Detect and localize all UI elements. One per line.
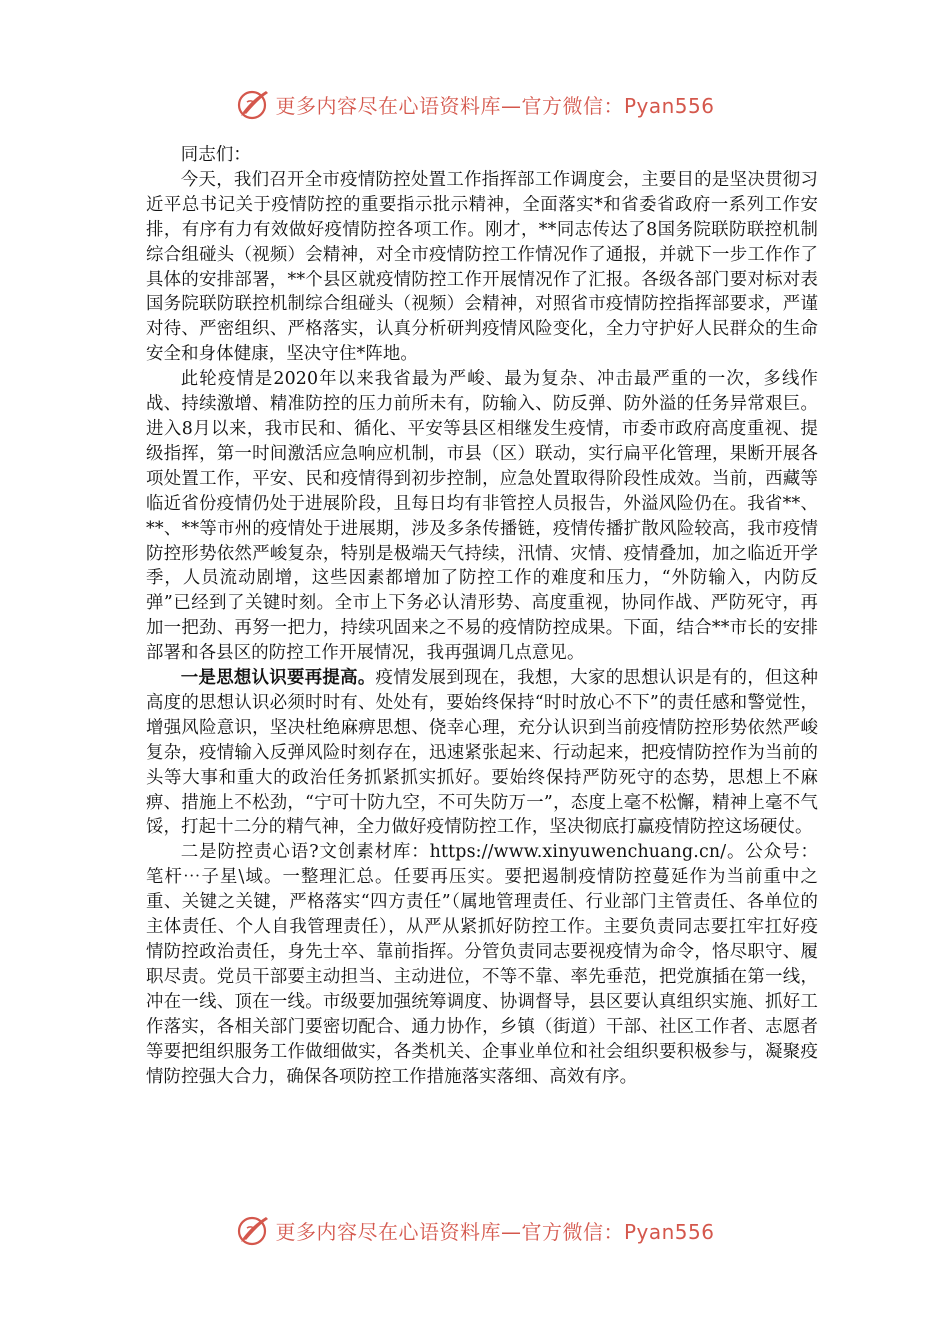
- footer-watermark-banner: [0, 1208, 950, 1252]
- paragraph-situation: [146, 367, 818, 666]
- watermark-text: 更多内容尽在心语资料库—官方微信：Pyan556: [275, 93, 715, 118]
- paragraph-text: 今天，我们召开全市疫情防控处置工作指挥部工作调度会，主要目的是坚决贯彻习近平总书记关于疫情防控的重要指示批示精神，全面落实*和省委省政府一系列工作安排，有序有力有效做好疫情防控各项工作。刚才，**同志传达了8国务院联防联控机制综合组碰头（视频）会精神，对全市疫情防控工作情况作了通报，并就下一步工作作了具体的安排部署，**个县区就疫情防控工作开展情况作了汇报。各级各部门要对标对表国务院联防联控机制综合组碰头（视频）会精神，对照省市疫情防控指挥部要求，严谨对待、严密组织、严格落实，认真分析研判疫情风险变化，全力守护好人民群众的生命安全和身体健康，坚决守住*阵地。: [146, 169, 818, 365]
- paragraph-point-two: [146, 840, 818, 1089]
- pen-logo-icon: [235, 86, 271, 122]
- paragraph-opening: [146, 168, 818, 367]
- speech-document: [146, 143, 818, 1089]
- watermark-text: 更多内容尽在心语资料库—官方微信：Pyan556: [275, 1219, 715, 1244]
- paragraph-text: 疫情发展到现在，我想，大家的思想认识是有的，但这种高度的思想认识必须时时有、处处有，要始终保持“时时放心不下”的责任感和警觉性，增强风险意识，坚决杜绝麻痹思想、侥幸心理，充分认识到当前疫情防控形势依然严峻复杂，疫情输入反弹风险时刻存在，迅速紧张起来、行动起来，把疫情防控作为当前的头等大事和重大的政治任务抓紧抓实抓好。要始终保持严防死守的态势，思想上不麻痹、措施上不松劲，“宁可十防九空，不可失防万一”，态度上毫不松懈，精神上毫不气馁，打起十二分的精气神，全力做好疫情防控工作，坚决彻底打赢疫情防控这场硬仗。: [146, 668, 818, 838]
- header-watermark-banner: [0, 82, 950, 126]
- salutation: 同志们：: [180, 145, 251, 165]
- paragraph-text: 二是防控责心语?文创素材库：https://www.xinyuwenchuang.cn/。公众号：笔杆⋯子星\域。一整理汇总。任要再压实。要把遏制疫情防控蔓延作为当前重中之重、关键之关键，严格落实“四方责任”（属地管理责任、行业部门主管责任、各单位的主体责任、个人自我管理责任），从严从紧抓好防控工作。主要负责同志要扛牢扛好疫情防控政治责任，身先士卒、靠前指挥。分管负责同志要视疫情为命令，恪尽职守、履职尽责。党员干部要主动担当、主动进位，不等不靠、率先垂范，把党旗插在第一线，冲在一线、顶在一线。市级要加强统筹调度、协调督导，县区要认真组织实施、抓好工作落实，各相关部门要密切配合、通力协作，乡镇（街道）干部、社区工作者、志愿者等要把组织服务工作做细做实，各类机关、企事业单位和社会组织要积极参与，凝聚疫情防控强大合力，确保各项防控工作措施落实落细、高效有序。: [146, 842, 818, 1087]
- paragraph-lead-heading: 一是思想认识要再提高。: [180, 668, 376, 689]
- pen-logo-icon: [235, 1212, 271, 1248]
- paragraph-text: 此轮疫情是2020年以来我省最为严峻、最为复杂、冲击最严重的一次，多线作战、持续激增、精准防控的压力前所未有，防输入、防反弹、防外溢的任务异常艰巨。进入8月以来，我市民和、循化、平安等县区相继发生疫情，市委市政府高度重视、提级指挥，第一时间激活应急响应机制，市县（区）联动，实行扁平化管理，果断开展各项处置工作，平安、民和疫情得到初步控制，应急处置取得阶段性成效。当前，西藏等临近省份疫情仍处于进展阶段，且每日均有非管控人员报告，外溢风险仍在。我省**、**、**等市州的疫情处于进展期，涉及多条传播链，疫情传播扩散风险较高，我市疫情防控形势依然严峻复杂，特别是极端天气持续，汛情、灾情、疫情叠加，加之临近开学季，人员流动剧增，这些因素都增加了防控工作的难度和压力，“外防输入，内防反弹”已经到了关键时刻。全市上下务必认清形势、高度重视，协同作战、严防死守，再加一把劲、再努一把力，持续巩固来之不易的疫情防控成果。下面，结合**市长的安排部署和各县区的防控工作开展情况，我再强调几点意见。: [146, 369, 818, 664]
- paragraph-point-one: [146, 666, 818, 840]
